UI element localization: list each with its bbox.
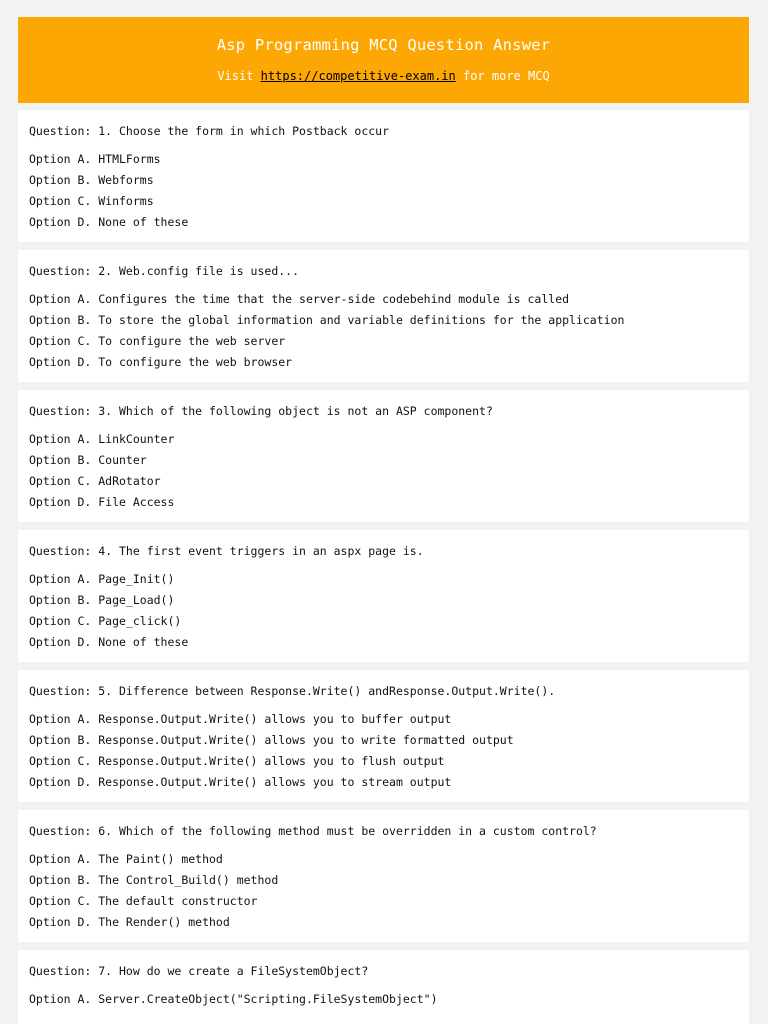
option-a: Option A. Page_Init() xyxy=(29,572,175,586)
option-a: Option A. HTMLForms xyxy=(29,152,161,166)
option-d: Option D. The Render() method xyxy=(29,915,230,929)
option-b: Option B. Webforms xyxy=(29,173,154,187)
option-a: Option A. The Paint() method xyxy=(29,852,223,866)
page-title: Asp Programming MCQ Question Answer xyxy=(216,36,551,54)
option-b: Option B. Counter xyxy=(29,453,147,467)
question-text: Question: 1. Choose the form in which Postback occur xyxy=(29,124,390,138)
header-subtitle xyxy=(18,69,749,83)
option-a: Option A. Response.Output.Write() allows you to buffer output xyxy=(29,712,452,726)
question-card-1 xyxy=(18,110,749,242)
option-a: Option A. Server.CreateObject("Scripting.FileSystemObject") xyxy=(29,992,438,1006)
option-a: Option A. Configures the time that the server-side codebehind module is called xyxy=(29,292,570,306)
question-card-5 xyxy=(18,670,749,802)
option-b: Option B. Response.Output.Write() allows you to write formatted output xyxy=(29,733,514,747)
question-card-7 xyxy=(18,950,749,1024)
option-c: Option C. To configure the web server xyxy=(29,334,286,348)
question-text: Question: 2. Web.config file is used... xyxy=(29,264,300,278)
question-card-4 xyxy=(18,530,749,662)
question-text: Question: 3. Which of the following object is not an ASP component? xyxy=(29,404,493,418)
option-d: Option D. File Access xyxy=(29,495,175,509)
question-card-6 xyxy=(18,810,749,942)
option-b: Option B. The Control_Build() method xyxy=(29,873,279,887)
option-d: Option D. Response.Output.Write() allows you to stream output xyxy=(29,775,452,789)
option-d: Option D. None of these xyxy=(29,215,189,229)
option-c: Option C. Winforms xyxy=(29,194,154,208)
question-text: Question: 6. Which of the following method must be overridden in a custom control? xyxy=(29,824,597,838)
option-c: Option C. The default constructor xyxy=(29,894,258,908)
competitive-exam-link[interactable]: https://competitive-exam.in xyxy=(260,69,456,83)
option-b: Option B. To store the global information and variable definitions for the application xyxy=(29,313,625,327)
option-b: Option B. Page_Load() xyxy=(29,593,175,607)
question-text: Question: 7. How do we create a FileSystemObject? xyxy=(29,964,369,978)
page-header xyxy=(18,17,749,103)
option-d: Option D. None of these xyxy=(29,635,189,649)
option-d: Option D. To configure the web browser xyxy=(29,355,293,369)
option-a: Option A. LinkCounter xyxy=(29,432,175,446)
visit-suffix: for more MCQ xyxy=(455,69,550,83)
option-c: Option C. Response.Output.Write() allows you to flush output xyxy=(29,754,445,768)
question-text: Question: 5. Difference between Response.Write() andResponse.Output.Write(). xyxy=(29,684,556,698)
visit-prefix: Visit xyxy=(217,69,261,83)
question-card-3 xyxy=(18,390,749,522)
question-card-2 xyxy=(18,250,749,382)
option-c: Option C. AdRotator xyxy=(29,474,161,488)
question-text: Question: 4. The first event triggers in an aspx page is. xyxy=(29,544,424,558)
option-c: Option C. Page_click() xyxy=(29,614,182,628)
